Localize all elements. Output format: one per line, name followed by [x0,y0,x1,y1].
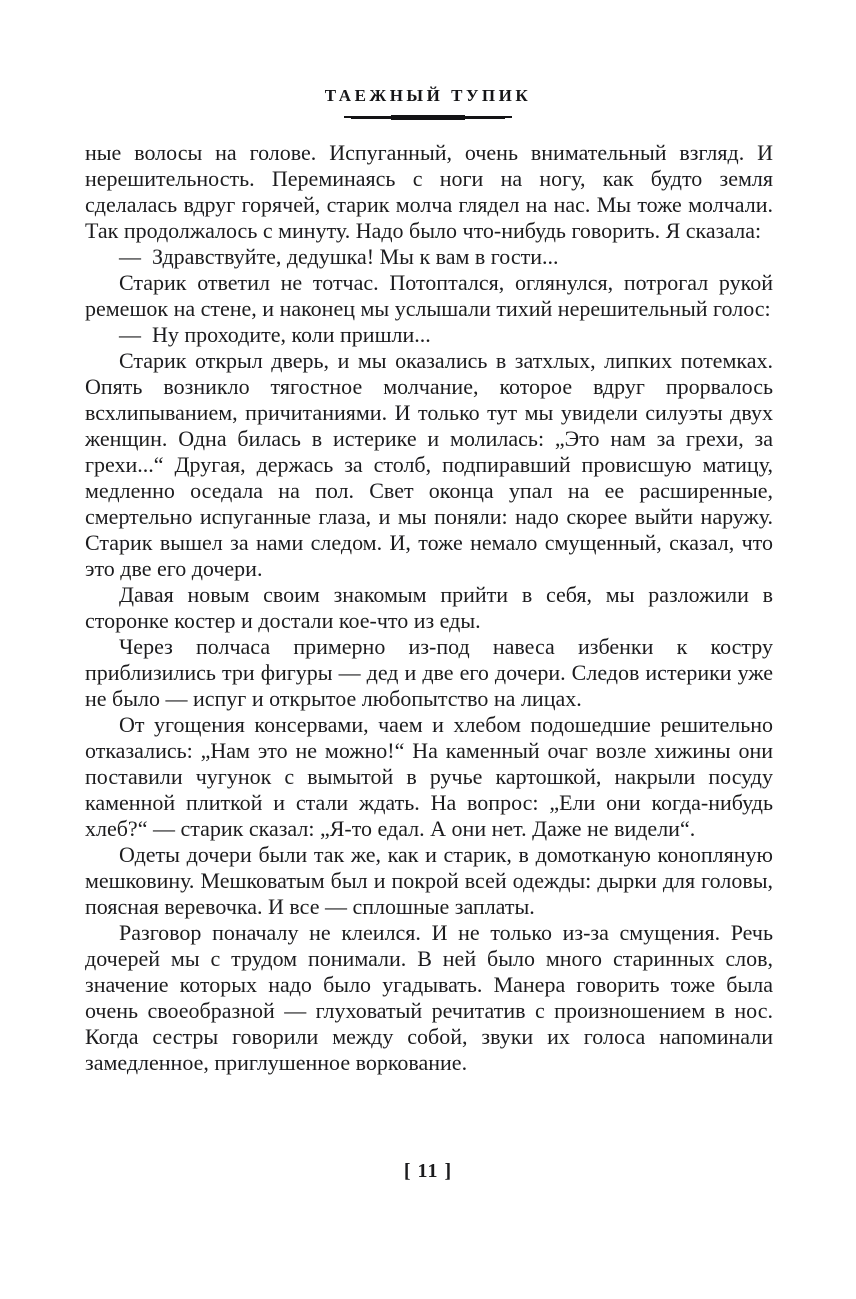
paragraph: Старик ответил не тотчас. Потоптался, оглянулся, потрогал рукой ремешок на стене, и наконец мы услышали тихий нерешительный голос: [85,270,773,321]
divider-segment-center [391,115,465,120]
paragraph: Разговор поначалу не клеился. И не только из-за смущения. Речь дочерей мы с трудом понимали. В ней было много старинных слов, значение которых надо было угадывать. Манера говорить тоже была очень своеобразной — глуховатый речитатив с произношением в нос. Когда сестры говорили между собой, звуки их голоса напоминали замедленное, приглушенное воркование. [85,920,773,1075]
divider-segment-mid-right [465,116,505,119]
page-header [0,86,856,120]
paragraph-dialogue: — Ну проходите, коли пришли... [119,322,431,347]
paragraph-continuation: ные волосы на голове. Испуганный, очень внимательный взгляд. И нерешительность. Переминаясь с ноги на ногу, как будто земля сделалась вдруг горячей, старик молча глядел на нас. Мы тоже молчали. Так продолжалось с минуту. Надо было что-нибудь говорить. Я сказала: [85,140,773,243]
ornamental-divider [344,114,512,120]
page-number: [ 11 ] [403,1160,453,1182]
paragraph: От угощения консервами, чаем и хлебом подошедшие решительно отказались: „Нам это не можно!“ На каменный очаг возле хижины они поставили чугунок с вымытой в ручье картошкой, накрыли посуду каменной плиткой и стали ждать. На вопрос: „Ели они когда-нибудь хлеб?“ — старик сказал: „Я-то едал. А они нет. Даже не видели“. [85,712,773,841]
paragraph: Давая новым своим знакомым прийти в себя, мы разложили в сторонке костер и достали кое-что из еды. [85,582,773,633]
paragraph-dialogue: — Здравствуйте, дедушка! Мы к вам в гости... [119,244,559,269]
paragraph: Через полчаса примерно из-под навеса избенки к костру приблизились три фигуры — дед и две его дочери. Следов истерики уже не было — испуг и открытое любопытство на лицах. [85,634,773,711]
paragraph: Одеты дочери были так же, как и старик, в домотканую конопляную мешковину. Мешковатым был и покрой всей одежды: дырки для головы, поясная веревочка. И все — сплошные заплаты. [85,842,773,919]
divider-segment-thin-left [344,116,351,118]
running-title: ТАЕЖНЫЙ ТУПИК [324,86,532,105]
divider-segment-thin-right [505,116,512,118]
paragraph: Старик открыл дверь, и мы оказались в затхлых, липких потемках. Опять возникло тягостное молчание, которое вдруг прорвалось всхлипыванием, причитаниями. И только тут мы увидели силуэты двух женщин. Одна билась в истерике и молилась: „Это нам за грехи, за грехи...“ Другая, держась за столб, подпиравший провисшую матицу, медленно оседала на пол. Свет оконца упал на ее расширенные, смертельно испуганные глаза, и мы поняли: надо скорее выйти наружу. Старик вышел за нами следом. И, тоже немало смущенный, сказал, что это две его дочери. [85,348,773,581]
divider-segment-mid-left [351,116,391,119]
body-text [85,140,773,1076]
